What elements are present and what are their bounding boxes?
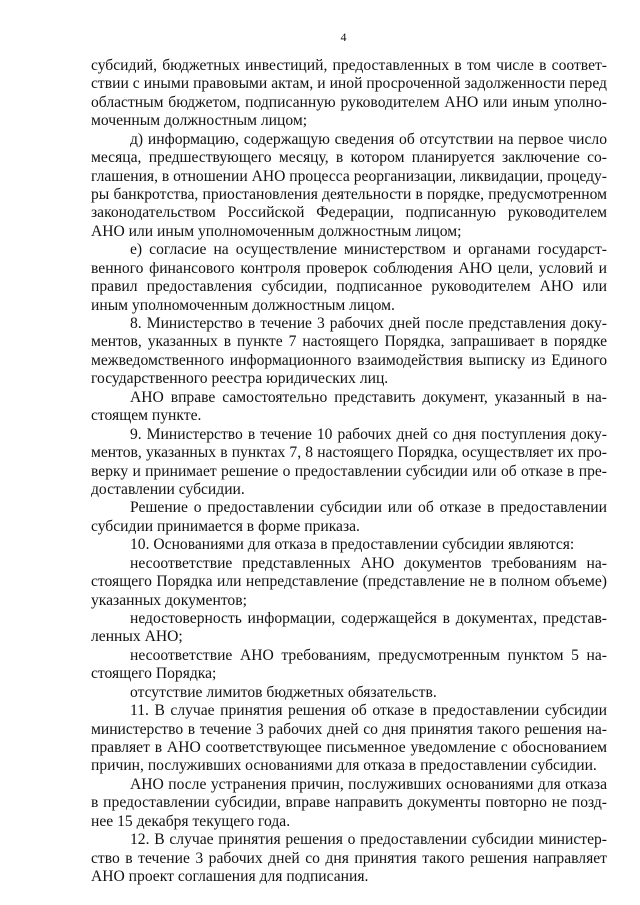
text-line: областным бюджетом, подписанную руководителем АНО или иным уполно- bbox=[91, 93, 607, 111]
text-line: указанных документов; bbox=[91, 591, 247, 609]
text-line: е) согласие на осуществление министерством и органами государст- bbox=[130, 241, 607, 259]
text-line: стоящего Порядка или непредставление (представление не в полном объеме) bbox=[91, 573, 607, 591]
text-line: ствии с иными правовыми актам, и иной просроченной задолженности перед bbox=[91, 75, 607, 93]
text-line: 8. Министерство в течение 3 рабочих дней после представления доку- bbox=[130, 315, 607, 333]
text-line: правляет в АНО соответствующее письменное уведомление с обоснованием bbox=[91, 738, 607, 756]
text-line: венного финансового контроля проверок соблюдения АНО цели, условий и bbox=[91, 259, 607, 277]
text-line: ленных АНО; bbox=[91, 628, 183, 646]
text-line: субсидии принимается в форме приказа. bbox=[91, 517, 360, 535]
text-line: стоящего Порядка; bbox=[91, 665, 217, 683]
page-number: 4 bbox=[340, 30, 347, 44]
text-line: субсидий, бюджетных инвестиций, предоставленных в том числе в соответ- bbox=[91, 57, 607, 74]
text-line: ментов, указанных в пункте 7 настоящего Порядка, запрашивает в порядке bbox=[91, 333, 607, 351]
text-line: ментов, указанных в пунктах 7, 8 настоящего Порядка, осуществляет их про- bbox=[91, 444, 607, 462]
text-line: моченным должностным лицом; bbox=[91, 112, 308, 130]
text-line: ство в течение 3 рабочих дней со дня принятия такого решения направляет bbox=[91, 849, 607, 867]
text-line: Решение о предоставлении субсидии или об отказе в предоставлении bbox=[130, 499, 607, 517]
text-line: доставлении субсидии. bbox=[91, 480, 245, 498]
text-line: АНО проект соглашения для подписания. bbox=[91, 868, 369, 885]
text-line: причин, послуживших основаниями для отказа в предоставлении субсидии. bbox=[91, 757, 597, 775]
text-line: ры банкротства, приостановления деятельности в порядке, предусмотренном bbox=[91, 186, 607, 204]
text-line: 11. В случае принятия решения об отказе в предоставлении субсидии bbox=[130, 702, 607, 720]
text-line: верку и принимает решение о предоставлении субсидии или об отказе в пре- bbox=[91, 462, 607, 480]
text-line: министерство в течение 3 рабочих дней со дня принятия такого решения на- bbox=[91, 720, 607, 738]
text-line: несоответствие представленных АНО документов требованиям на- bbox=[130, 554, 607, 572]
text-line: АНО вправе самостоятельно представить документ, указанный в на- bbox=[130, 388, 607, 406]
text-line: АНО или иным уполномоченным должностным лицом; bbox=[91, 222, 462, 240]
text-line: законодательством Российской Федерации, подписанную руководителем bbox=[91, 204, 607, 222]
text-line: несоответствие АНО требованиям, предусмотренным пунктом 5 на- bbox=[130, 646, 607, 664]
text-line: стоящем пункте. bbox=[91, 407, 202, 425]
text-line: в предоставлении субсидии, вправе направить документы повторно не позд- bbox=[91, 794, 607, 812]
text-line: АНО после устранения причин, послуживших основаниями для отказа bbox=[130, 775, 607, 793]
text-line: месяца, предшествующего месяцу, в котором планируется заключение со- bbox=[91, 149, 607, 167]
text-line: недостоверность информации, содержащейся в документах, представ- bbox=[130, 609, 607, 627]
text-line: д) информацию, содержащую сведения об отсутствии на первое число bbox=[130, 130, 607, 148]
text-line: 10. Основаниями для отказа в предоставлении субсидии являются: bbox=[130, 536, 575, 554]
text-line: правил предоставления субсидии, подписанное руководителем АНО или bbox=[91, 278, 607, 296]
text-line: глашения, в отношении АНО процесса реорганизации, ликвидации, процеду- bbox=[91, 167, 607, 185]
text-line: отсутствие лимитов бюджетных обязательств. bbox=[130, 683, 437, 701]
text-line: государственного реестра юридических лиц. bbox=[91, 370, 389, 388]
text-line: 12. В случае принятия решения о предоставлении субсидии министер- bbox=[130, 831, 607, 849]
text-line: иным уполномоченным должностным лицом. bbox=[91, 296, 395, 314]
text-line: нее 15 декабря текущего года. bbox=[91, 812, 291, 830]
text-line: межведомственного информационного взаимодействия выписку из Единого bbox=[91, 351, 607, 369]
text-line: 9. Министерство в течение 10 рабочих дней со дня поступления доку- bbox=[130, 425, 607, 443]
